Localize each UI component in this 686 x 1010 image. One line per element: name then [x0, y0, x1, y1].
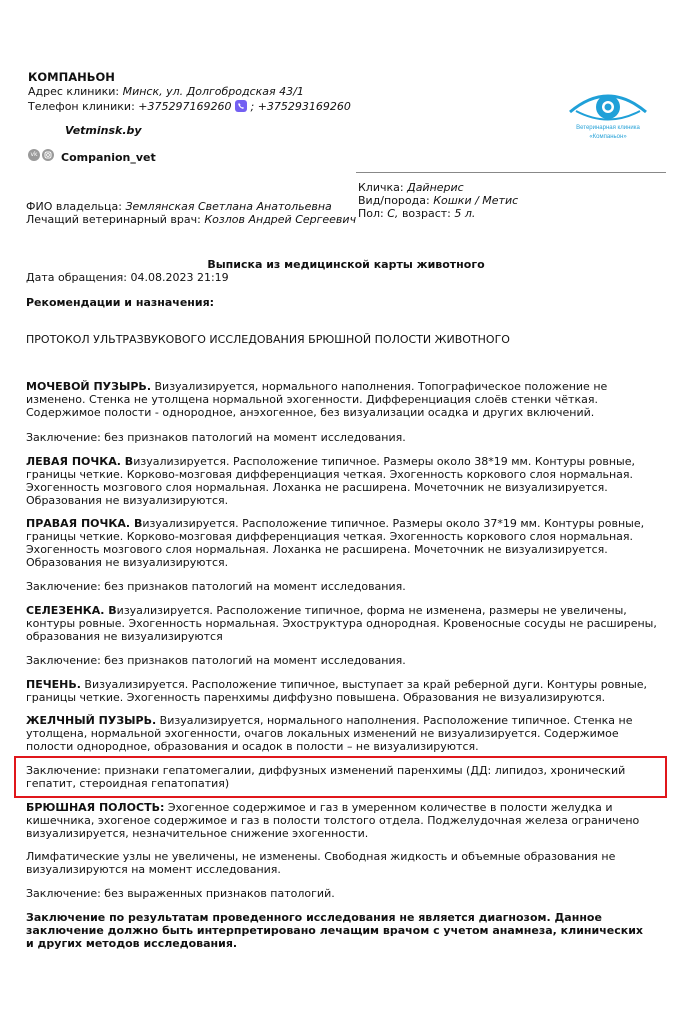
age-label: возраст: [401, 207, 451, 220]
abdomen-section [26, 801, 666, 840]
doctor-label: Лечащий ветеринарный врач: [26, 213, 201, 226]
instagram-icon[interactable] [42, 149, 54, 161]
liver-conclusion: Заключение: признаки гепатомегалии, диффузных изменений паренхимы (ДД: липидоз, хронический гепатит, стероидная гепатопатия) [26, 764, 626, 790]
bladder-heading: МОЧЕВОЙ ПУЗЫРЬ. [26, 380, 151, 393]
viber-icon [235, 100, 247, 112]
bladder-text: Визуализируется, нормального наполнения. Топографическое положение не изменено. Стенка не утолщена нормальной эхогенности. Дифференциация слоёв стенки чёткая. Содержимое полости - однородное, анэхогенное, без визуализации осадка и других включений. [26, 380, 608, 419]
protocol-title: ПРОТОКОЛ УЛЬТРАЗВУКОВОГО ИССЛЕДОВАНИЯ БРЮШНОЙ ПОЛОСТИ ЖИВОТНОГО [26, 333, 510, 346]
phone-separator: ; [250, 100, 255, 113]
gallbladder-text: Визуализируется, нормального наполнения. Расположение типичное. Стенка не утолщена, нормальной эхогенности, очагов локальных изменений не визуализируется. Содержимое полости однородное, образования и осадок в полости – не визуализируются. [26, 714, 633, 753]
spleen-heading: СЕЛЕЗЕНКА. В [26, 604, 117, 617]
phone-label: Телефон клиники: [28, 100, 135, 113]
spleen-text: изуализируется. Расположение типичное, форма не изменена, размеры не увеличены, контуры ровные. Эхогенность нормальная. Эхоструктура однородная. Кровеносные сосуды не расширены, образования не визуализируются [26, 604, 657, 643]
kidneys-conclusion: Заключение: без признаков патологий на момент исследования. [26, 580, 406, 593]
visit-date: Дата обращения: 04.08.2023 21:19 [26, 271, 229, 284]
clinic-address [28, 85, 304, 98]
species-label: Вид/порода: [358, 194, 430, 207]
header-divider [356, 172, 666, 173]
document-title: Выписка из медицинской карты животного [207, 258, 485, 271]
instagram-handle[interactable]: Companion_vet [61, 151, 156, 164]
gallbladder-section [26, 714, 666, 753]
left-kidney-text: изуализируется. Расположение типичное. Размеры около 38*19 мм. Контуры ровные, границы четкие. Корково-мозговая дифференциация четкая. Эхогенность коркового слоя нормальная. Эхогенность мозгового слоя нормальная. Лоханка не расширена. Мочеточник не визуализируется. Образования не визуализируются. [26, 455, 635, 507]
liver-text: Визуализируется. Расположение типичное, выступает за край реберной дуги. Контуры ровные, границы четкие. Эхогенность паренхимы диффузно повышена. Образования не визуализируются. [26, 678, 648, 704]
vk-icon[interactable]: vk [28, 149, 40, 161]
address-value: Минск, ул. Долгобродская 43/1 [122, 85, 304, 98]
pet-species [358, 194, 518, 207]
logo-caption-line2: «Компаньон» [589, 134, 627, 140]
liver-heading: ПЕЧЕНЬ. [26, 678, 81, 691]
owner-label: ФИО владельца: [26, 200, 122, 213]
species-value: Кошки / Метис [433, 194, 519, 207]
left-kidney-section [26, 455, 666, 507]
sex-label: Пол: [358, 207, 384, 220]
abdomen-conclusion: Заключение: без выраженных признаков патологий. [26, 887, 335, 900]
pet-nickname [358, 181, 464, 194]
liver-section [26, 678, 666, 704]
nickname-value: Дайнерис [407, 181, 464, 194]
clinic-phone [28, 100, 351, 113]
age-value: 5 л. [454, 207, 476, 220]
left-kidney-heading: ЛЕВАЯ ПОЧКА. В [26, 455, 134, 468]
gallbladder-heading: ЖЕЛЧНЫЙ ПУЗЫРЬ. [26, 714, 157, 727]
owner-value: Землянская Светлана Анатольевна [125, 200, 332, 213]
doctor-value: Козлов Андрей Сергеевич [204, 213, 357, 226]
clinic-website[interactable]: Vetminsk.by [65, 124, 142, 137]
logo-caption-line1: Ветеринарная клиника [576, 125, 640, 131]
phone-value-1[interactable]: +375297169260 [138, 100, 232, 113]
phone-value-2[interactable]: +375293169260 [257, 100, 351, 113]
right-kidney-heading: ПРАВАЯ ПОЧКА. В [26, 517, 143, 530]
final-disclaimer: Заключение по результатам проведенного исследования не является диагнозом. Данное заключение должно быть интерпретировано лечащим врачом с учетом анамнеза, клинических и других методов исследования. [26, 911, 644, 950]
clinic-name: КОМПАНЬОН [28, 70, 115, 84]
spleen-conclusion: Заключение: без признаков патологий на момент исследования. [26, 654, 406, 667]
spleen-section [26, 604, 666, 643]
bladder-section [26, 380, 666, 419]
doctor-line [26, 213, 356, 226]
abdomen-text: Эхогенное содержимое и газ в умеренном количестве в полости желудка и кишечника, эхогеное содержимое и газ в полости толстого отдела. Поджелудочная железа ограничено визуализируется, незначительное снижение эхогенности. [26, 801, 640, 840]
bladder-conclusion: Заключение: без признаков патологий на момент исследования. [26, 431, 406, 444]
recommendations-heading: Рекомендации и назначения: [26, 296, 215, 309]
clinic-eye-logo-icon [566, 86, 650, 126]
address-label: Адрес клиники: [28, 85, 120, 98]
lymph-nodes-text: Лимфатические узлы не увеличены, не изменены. Свободная жидкость и объемные образования не визуализируются на момент исследования. [26, 850, 616, 876]
sex-value: С, [387, 207, 399, 220]
pet-sex-age [358, 207, 475, 220]
right-kidney-text: изуализируется. Расположение типичное. Размеры около 37*19 мм. Контуры ровные, границы четкие. Корково-мозговая дифференциация четкая. Эхогенность коркового слоя нормальная. Эхогенность мозгового слоя нормальная. Лоханка не расширена. Мочеточник не визуализируется. Образования не визуализируются. [26, 517, 645, 569]
nickname-label: Кличка: [358, 181, 404, 194]
abdomen-heading: БРЮШНАЯ ПОЛОСТЬ: [26, 801, 165, 814]
right-kidney-section [26, 517, 666, 569]
owner-line [26, 200, 332, 213]
